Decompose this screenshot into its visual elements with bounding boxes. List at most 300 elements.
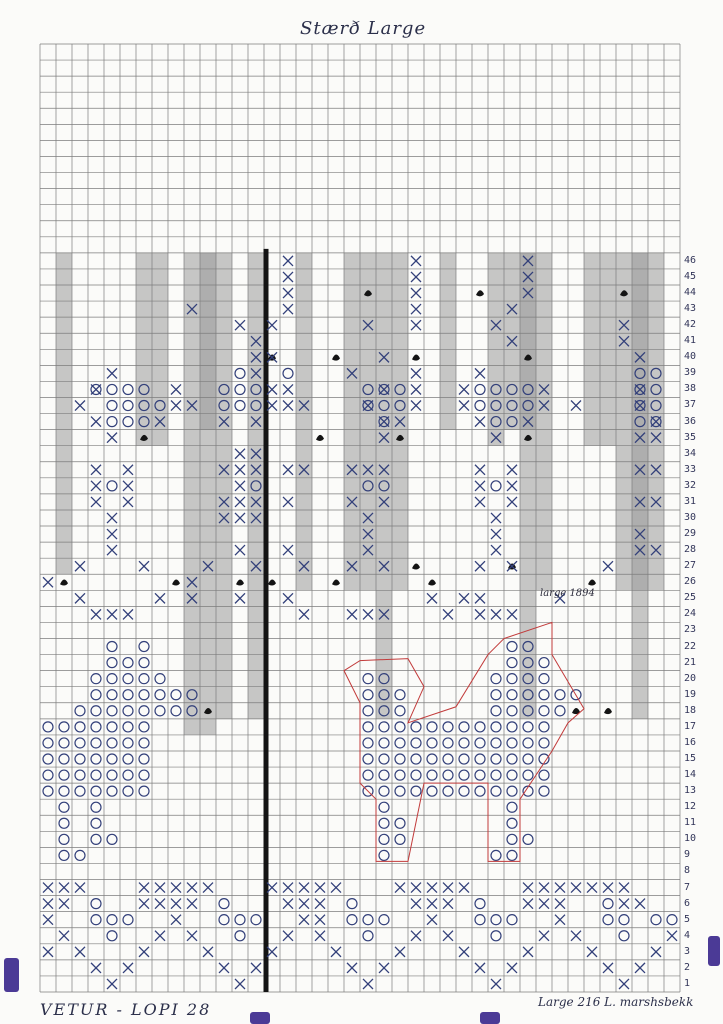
circle-stitch (443, 738, 453, 748)
circle-stitch (379, 802, 389, 812)
cross-stitch (235, 320, 245, 330)
circle-stitch (75, 706, 85, 716)
circle-stitch (91, 818, 101, 828)
cross-stitch (411, 368, 421, 378)
cross-stitch (571, 931, 581, 941)
cross-stitch (539, 899, 549, 909)
circle-stitch (539, 722, 549, 732)
circle-stitch (395, 770, 405, 780)
circle-stitch (107, 754, 117, 764)
circle-stitch (123, 417, 133, 427)
row-number: 39 (684, 367, 697, 379)
circle-stitch (363, 770, 373, 780)
row-number: 22 (684, 640, 697, 652)
bobble-icon (316, 435, 324, 441)
circle-stitch (475, 384, 485, 394)
cross-stitch (283, 384, 293, 394)
cross-stitch (427, 593, 437, 603)
circle-stitch (491, 931, 501, 941)
cross-stitch (299, 899, 309, 909)
cross-stitch (283, 272, 293, 282)
circle-stitch (427, 738, 437, 748)
row-number: 25 (684, 592, 697, 604)
circle-stitch (523, 722, 533, 732)
circle-stitch (475, 915, 485, 925)
cross-stitch (283, 545, 293, 555)
row-number: 32 (684, 479, 697, 491)
circle-stitch (91, 834, 101, 844)
circle-stitch (123, 770, 133, 780)
row-number: 38 (684, 383, 697, 395)
cross-stitch (219, 963, 229, 973)
shaded-column (440, 253, 456, 430)
bobble-icon (268, 580, 276, 586)
cross-stitch (155, 899, 165, 909)
cross-stitch (43, 899, 53, 909)
circle-stitch (155, 706, 165, 716)
row-number: 23 (684, 624, 697, 636)
cross-stitch (315, 883, 325, 893)
shaded-column (296, 253, 312, 590)
circle-stitch (139, 690, 149, 700)
cross-stitch (475, 497, 485, 507)
circle-stitch (603, 915, 613, 925)
circle-stitch (555, 690, 565, 700)
cross-stitch (235, 497, 245, 507)
cross-stitch (379, 963, 389, 973)
circle-stitch (539, 706, 549, 716)
cross-stitch (411, 931, 421, 941)
cross-stitch (443, 883, 453, 893)
circle-stitch (379, 770, 389, 780)
circle-stitch (491, 481, 501, 491)
cross-stitch (187, 931, 197, 941)
bobble-icon (476, 290, 484, 296)
circle-stitch (59, 802, 69, 812)
circle-stitch (459, 754, 469, 764)
cross-stitch (491, 979, 501, 989)
shaded-column (200, 253, 216, 430)
circle-stitch (43, 738, 53, 748)
circle-stitch (475, 738, 485, 748)
circle-stitch (523, 738, 533, 748)
cross-stitch (283, 899, 293, 909)
cross-stitch (283, 497, 293, 507)
circle-stitch (395, 706, 405, 716)
row-number: 33 (684, 463, 697, 475)
cross-stitch (107, 513, 117, 523)
cross-stitch (411, 883, 421, 893)
circle-stitch (59, 850, 69, 860)
row-number: 9 (684, 849, 691, 861)
cross-stitch (91, 497, 101, 507)
circle-stitch (539, 770, 549, 780)
cross-stitch (123, 465, 133, 475)
circle-stitch (363, 674, 373, 684)
cross-stitch (411, 256, 421, 266)
circle-stitch (507, 850, 517, 860)
cross-stitch (555, 883, 565, 893)
cross-stitch (235, 481, 245, 491)
circle-stitch (443, 770, 453, 780)
cross-stitch (507, 963, 517, 973)
circle-stitch (75, 722, 85, 732)
row-number: 20 (684, 672, 697, 684)
circle-stitch (235, 915, 245, 925)
circle-stitch (107, 690, 117, 700)
cross-stitch (587, 883, 597, 893)
cross-stitch (139, 883, 149, 893)
bobble-icon (412, 563, 420, 569)
circle-stitch (91, 899, 101, 909)
circle-stitch (59, 754, 69, 764)
row-number: 1 (684, 977, 691, 989)
cross-stitch (459, 384, 469, 394)
cross-stitch (139, 899, 149, 909)
circle-stitch (507, 802, 517, 812)
circle-stitch (59, 786, 69, 796)
circle-stitch (139, 674, 149, 684)
circle-stitch (59, 722, 69, 732)
circle-stitch (139, 786, 149, 796)
cross-stitch (123, 963, 133, 973)
circle-stitch (91, 738, 101, 748)
cross-stitch (299, 609, 309, 619)
row-number: 7 (684, 881, 691, 893)
circle-stitch (107, 417, 117, 427)
cross-stitch (411, 272, 421, 282)
row-number: 31 (684, 495, 697, 507)
binder-tab (708, 936, 720, 966)
circle-stitch (347, 915, 357, 925)
cross-stitch (283, 931, 293, 941)
cross-stitch (523, 899, 533, 909)
circle-stitch (363, 706, 373, 716)
circle-stitch (667, 915, 677, 925)
circle-stitch (363, 754, 373, 764)
circle-stitch (219, 915, 229, 925)
circle-stitch (251, 915, 261, 925)
cross-stitch (395, 883, 405, 893)
bobble-icon (172, 580, 180, 586)
circle-stitch (427, 722, 437, 732)
binder-tab (4, 958, 19, 992)
circle-stitch (363, 915, 373, 925)
row-number: 30 (684, 511, 697, 523)
cross-stitch (619, 899, 629, 909)
cross-stitch (411, 384, 421, 394)
circle-stitch (507, 834, 517, 844)
circle-stitch (235, 384, 245, 394)
circle-stitch (379, 722, 389, 732)
circle-stitch (59, 770, 69, 780)
circle-stitch (491, 722, 501, 732)
cross-stitch (619, 883, 629, 893)
circle-stitch (459, 738, 469, 748)
row-number: 26 (684, 576, 697, 588)
circle-stitch (411, 770, 421, 780)
row-number: 42 (684, 319, 697, 331)
cross-stitch (427, 915, 437, 925)
cross-stitch (347, 963, 357, 973)
cross-stitch (475, 561, 485, 571)
row-number: 24 (684, 608, 697, 620)
circle-stitch (555, 706, 565, 716)
circle-stitch (171, 690, 181, 700)
cross-stitch (363, 609, 373, 619)
row-number: 4 (684, 929, 691, 941)
circle-stitch (139, 770, 149, 780)
cross-stitch (363, 979, 373, 989)
circle-stitch (91, 754, 101, 764)
circle-stitch (523, 754, 533, 764)
row-number: 14 (684, 769, 697, 781)
cross-stitch (235, 545, 245, 555)
circle-stitch (411, 722, 421, 732)
cross-stitch (283, 400, 293, 410)
circle-stitch (491, 706, 501, 716)
circle-stitch (379, 786, 389, 796)
cross-stitch (139, 561, 149, 571)
cross-stitch (123, 497, 133, 507)
circle-stitch (123, 722, 133, 732)
circle-stitch (75, 850, 85, 860)
cross-stitch (235, 513, 245, 523)
circle-stitch (507, 690, 517, 700)
circle-stitch (491, 786, 501, 796)
cross-stitch (43, 883, 53, 893)
row-number: 17 (684, 720, 697, 732)
circle-stitch (443, 754, 453, 764)
circle-stitch (379, 754, 389, 764)
circle-stitch (507, 674, 517, 684)
circle-stitch (123, 754, 133, 764)
cross-stitch (619, 979, 629, 989)
cross-stitch (155, 593, 165, 603)
bobble-icon (412, 355, 420, 361)
cross-stitch (107, 433, 117, 443)
cross-stitch (507, 497, 517, 507)
circle-stitch (395, 690, 405, 700)
cross-stitch (187, 899, 197, 909)
circle-stitch (107, 658, 117, 668)
cross-stitch (235, 593, 245, 603)
circle-stitch (235, 368, 245, 378)
circle-stitch (539, 690, 549, 700)
cross-stitch (43, 577, 53, 587)
pattern-note: large 1894 (540, 588, 595, 599)
circle-stitch (395, 722, 405, 732)
circle-stitch (235, 931, 245, 941)
cross-stitch (555, 915, 565, 925)
row-number: 28 (684, 544, 697, 556)
circle-stitch (139, 706, 149, 716)
circle-stitch (475, 400, 485, 410)
circle-stitch (507, 915, 517, 925)
circle-stitch (91, 722, 101, 732)
circle-stitch (459, 770, 469, 780)
cross-stitch (171, 915, 181, 925)
cross-stitch (331, 883, 341, 893)
cross-stitch (299, 883, 309, 893)
circle-stitch (107, 384, 117, 394)
row-number: 44 (684, 287, 697, 299)
cross-stitch (91, 481, 101, 491)
cross-stitch (59, 883, 69, 893)
circle-stitch (411, 754, 421, 764)
cross-stitch (491, 513, 501, 523)
row-number: 41 (684, 335, 697, 347)
row-number: 3 (684, 945, 691, 957)
circle-stitch (443, 786, 453, 796)
circle-stitch (507, 722, 517, 732)
circle-stitch (139, 658, 149, 668)
cross-stitch (539, 931, 549, 941)
cross-stitch (427, 883, 437, 893)
circle-stitch (91, 770, 101, 780)
cross-stitch (507, 481, 517, 491)
circle-stitch (107, 915, 117, 925)
circle-stitch (43, 722, 53, 732)
cross-stitch (571, 883, 581, 893)
circle-stitch (507, 706, 517, 716)
circle-stitch (475, 899, 485, 909)
circle-stitch (155, 690, 165, 700)
circle-stitch (491, 850, 501, 860)
cross-stitch (411, 288, 421, 298)
circle-stitch (507, 770, 517, 780)
circle-stitch (491, 754, 501, 764)
cross-stitch (331, 947, 341, 957)
circle-stitch (59, 738, 69, 748)
cross-stitch (91, 417, 101, 427)
cross-stitch (459, 947, 469, 957)
circle-stitch (91, 915, 101, 925)
row-number: 29 (684, 528, 697, 540)
cross-stitch (283, 883, 293, 893)
circle-stitch (91, 786, 101, 796)
cross-stitch (171, 384, 181, 394)
circle-stitch (427, 770, 437, 780)
circle-stitch (91, 690, 101, 700)
cross-stitch (475, 465, 485, 475)
circle-stitch (107, 722, 117, 732)
cross-stitch (491, 545, 501, 555)
cross-stitch (75, 561, 85, 571)
circle-stitch (155, 674, 165, 684)
circle-stitch (539, 738, 549, 748)
cross-stitch (91, 609, 101, 619)
circle-stitch (363, 738, 373, 748)
row-number: 46 (684, 254, 697, 266)
cross-stitch (507, 561, 517, 571)
circle-stitch (379, 834, 389, 844)
circle-stitch (235, 400, 245, 410)
circle-stitch (139, 754, 149, 764)
circle-stitch (443, 722, 453, 732)
cross-stitch (411, 400, 421, 410)
row-number: 13 (684, 785, 697, 797)
circle-stitch (539, 786, 549, 796)
circle-stitch (363, 722, 373, 732)
cross-stitch (475, 609, 485, 619)
cross-stitch (459, 400, 469, 410)
circle-stitch (395, 754, 405, 764)
cross-stitch (443, 931, 453, 941)
circle-stitch (475, 722, 485, 732)
binder-tab (480, 1012, 500, 1024)
cross-stitch (411, 899, 421, 909)
circle-stitch (75, 770, 85, 780)
cross-stitch (283, 465, 293, 475)
cross-stitch (283, 256, 293, 266)
circle-stitch (507, 658, 517, 668)
circle-stitch (171, 706, 181, 716)
circle-stitch (427, 754, 437, 764)
circle-stitch (139, 722, 149, 732)
row-number: 19 (684, 688, 697, 700)
cross-stitch (107, 545, 117, 555)
cross-stitch (651, 947, 661, 957)
circle-stitch (59, 834, 69, 844)
cross-stitch (139, 947, 149, 957)
row-number: 34 (684, 447, 697, 459)
circle-stitch (107, 400, 117, 410)
cross-stitch (347, 609, 357, 619)
circle-stitch (59, 818, 69, 828)
cross-stitch (107, 529, 117, 539)
circle-stitch (107, 642, 117, 652)
circle-stitch (475, 754, 485, 764)
cross-stitch (459, 883, 469, 893)
circle-stitch (123, 786, 133, 796)
cross-stitch (235, 465, 245, 475)
circle-stitch (91, 802, 101, 812)
circle-stitch (75, 754, 85, 764)
circle-stitch (459, 722, 469, 732)
circle-stitch (107, 674, 117, 684)
circle-stitch (347, 899, 357, 909)
circle-stitch (43, 786, 53, 796)
circle-stitch (603, 899, 613, 909)
cross-stitch (475, 368, 485, 378)
circle-stitch (107, 834, 117, 844)
circle-stitch (123, 738, 133, 748)
circle-stitch (475, 770, 485, 780)
cross-stitch (667, 931, 677, 941)
circle-stitch (363, 690, 373, 700)
circle-stitch (491, 915, 501, 925)
cross-stitch (587, 947, 597, 957)
cross-stitch (635, 899, 645, 909)
circle-stitch (379, 850, 389, 860)
cross-stitch (459, 593, 469, 603)
bobble-icon (332, 355, 340, 361)
row-number: 16 (684, 736, 697, 748)
cross-stitch (251, 963, 261, 973)
circle-stitch (507, 818, 517, 828)
circle-stitch (491, 738, 501, 748)
cross-stitch (203, 947, 213, 957)
cross-stitch (635, 963, 645, 973)
cross-stitch (475, 417, 485, 427)
row-number: 40 (684, 351, 697, 363)
circle-stitch (107, 931, 117, 941)
cross-stitch (155, 931, 165, 941)
cross-stitch (123, 481, 133, 491)
cross-stitch (555, 899, 565, 909)
circle-stitch (107, 706, 117, 716)
